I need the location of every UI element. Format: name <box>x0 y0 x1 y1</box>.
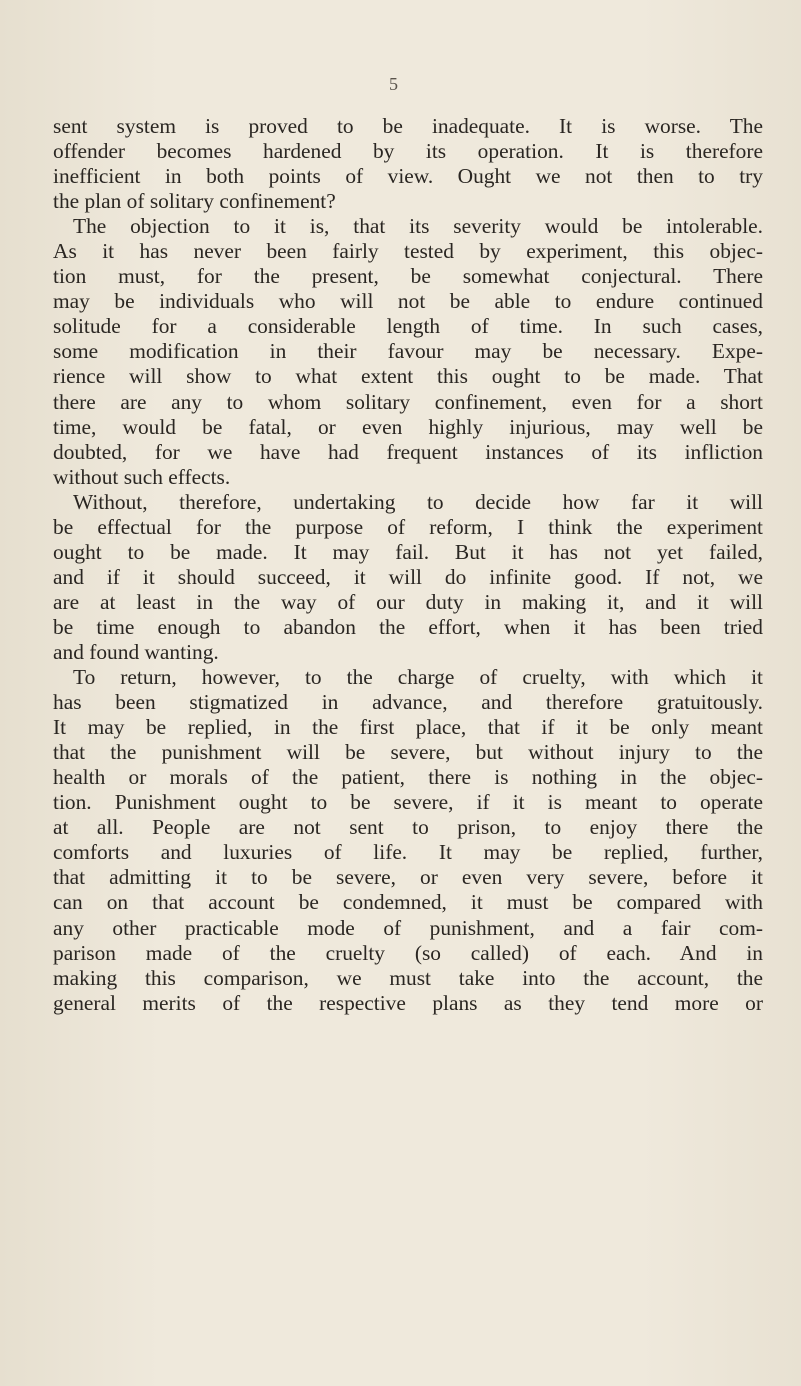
text-line: The objection to it is, that its severity would be intolerable. <box>73 214 763 239</box>
text-line: offender becomes hardened by its operation. It is therefore <box>53 139 763 164</box>
text-line: comforts and luxuries of life. It may be replied, further, <box>53 840 763 865</box>
text-line: may be individuals who will not be able to endure continued <box>53 289 763 314</box>
text-line: solitude for a considerable length of time. In such cases, <box>53 314 763 339</box>
text-line: rience will show to what extent this ought to be made. That <box>53 364 763 389</box>
text-line: the plan of solitary confinement? <box>53 189 336 214</box>
text-line: It may be replied, in the first place, that if it be only meant <box>53 715 763 740</box>
text-line: has been stigmatized in advance, and therefore gratuitously. <box>53 690 763 715</box>
text-line: that admitting it to be severe, or even very severe, before it <box>53 865 763 890</box>
text-line: tion must, for the present, be somewhat conjectural. There <box>53 264 763 289</box>
text-line: some modification in their favour may be necessary. Expe- <box>53 339 763 364</box>
text-line: at all. People are not sent to prison, to enjoy there the <box>53 815 763 840</box>
text-line: making this comparison, we must take into the account, the <box>53 965 763 990</box>
text-line: be effectual for the purpose of reform, I think the experiment <box>53 514 763 539</box>
text-line: without such effects. <box>53 464 231 489</box>
text-line: can on that account be condemned, it must be compared with <box>53 890 763 915</box>
text-line: ought to be made. It may fail. But it has not yet failed, <box>53 539 763 564</box>
text-line: health or morals of the patient, there is nothing in the objec- <box>53 765 763 790</box>
text-line: be time enough to abandon the effort, when it has been tried <box>53 614 763 639</box>
text-line: tion. Punishment ought to be severe, if it is meant to operate <box>53 790 763 815</box>
text-line: inefficient in both points of view. Ought we not then to try <box>53 164 763 189</box>
text-line: any other practicable mode of punishment, and a fair com- <box>53 915 763 940</box>
text-line: To return, however, to the charge of cruelty, with which it <box>73 665 763 690</box>
text-line: and found wanting. <box>53 639 219 664</box>
page-number: 5 <box>389 74 398 94</box>
body-text <box>53 114 763 1016</box>
text-line: are at least in the way of our duty in making it, and it will <box>53 589 763 614</box>
text-line: Without, therefore, undertaking to decide how far it will <box>73 489 763 514</box>
text-line: As it has never been fairly tested by experiment, this objec- <box>53 239 763 264</box>
text-line: that the punishment will be severe, but without injury to the <box>53 740 763 765</box>
text-line: and if it should succeed, it will do infinite good. If not, we <box>53 564 763 589</box>
text-line: general merits of the respective plans as they tend more or <box>53 990 763 1015</box>
text-line: parison made of the cruelty (so called) of each. And in <box>53 940 763 965</box>
text-line: time, would be fatal, or even highly injurious, may well be <box>53 414 763 439</box>
text-line: sent system is proved to be inadequate. It is worse. The <box>53 114 763 138</box>
text-line: doubted, for we have had frequent instances of its infliction <box>53 439 763 464</box>
text-line: there are any to whom solitary confinement, even for a short <box>53 389 763 414</box>
